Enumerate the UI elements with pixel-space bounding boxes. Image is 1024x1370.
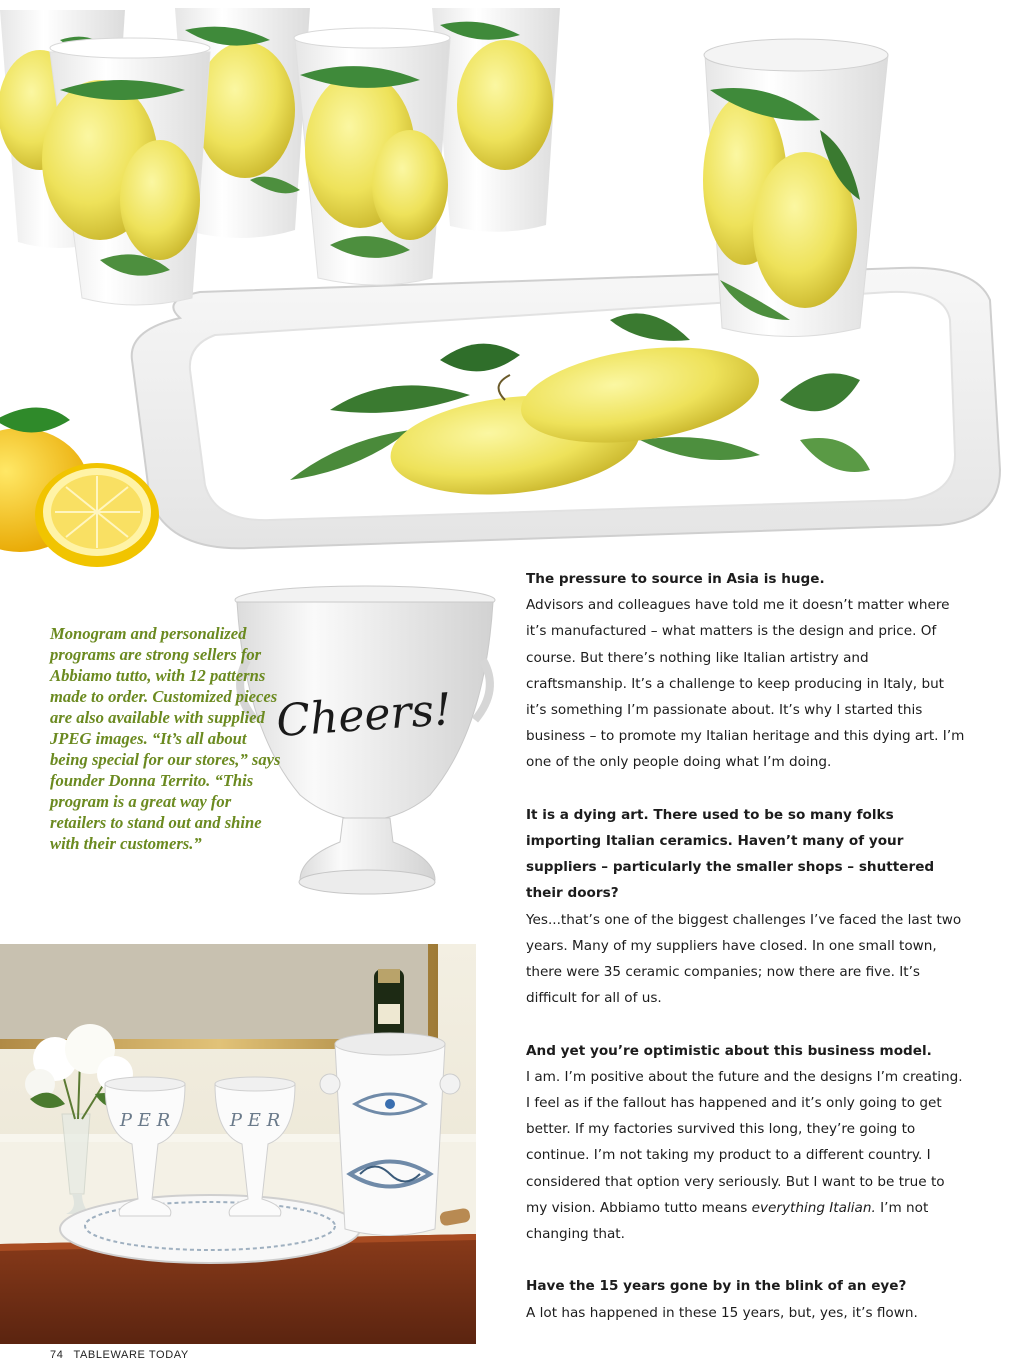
answer-text-end: I’m not changing that.	[526, 1199, 929, 1243]
lemon-tray	[132, 268, 1000, 549]
monogram-goblets-photo	[0, 944, 476, 1344]
qa-block	[526, 1038, 966, 1248]
lemon-half	[35, 463, 159, 567]
page-folio	[50, 1349, 199, 1361]
interview-answer	[526, 1064, 966, 1247]
interview-question: Have the 15 years gone by in the blink of an eye?	[526, 1278, 907, 1295]
interview-article	[526, 566, 966, 1352]
qa-block	[526, 566, 966, 776]
qa-block	[526, 802, 966, 1012]
interview-question: It is a dying art. There used to be so many folks importing Italian ceramics. Haven’t many of your suppliers – particularly the smaller shops – shuttered their doors?	[526, 806, 935, 902]
cheers-text: Cheers!	[274, 683, 454, 748]
interview-answer: Yes...that’s one of the biggest challenges I’ve faced the last two years. Many of my suppliers have closed. In one small town, there were 35 ceramic companies; now there are five. It’s difficult for all of us.	[526, 911, 962, 1007]
interview-answer: A lot has happened in these 15 years, but, yes, it’s flown.	[526, 1304, 918, 1321]
monogram-right: P E R	[229, 1110, 281, 1131]
interview-question: The pressure to source in Asia is huge.	[526, 571, 825, 587]
lemon-tumbler	[42, 38, 210, 305]
monogram-platter	[60, 1195, 360, 1263]
lemon-tumblers-tray-photo	[0, 0, 1024, 580]
qa-block	[526, 1273, 966, 1325]
answer-emphasis: everything Italian.	[751, 1199, 876, 1216]
interview-question: And yet you’re optimistic about this business model.	[526, 1042, 932, 1059]
page-number: 74	[50, 1349, 64, 1361]
lemon-tumbler	[432, 8, 560, 232]
answer-text: I am. I’m positive about the future and the designs I’m creating. I feel as if the fallout has happened and it’s only going to get better. If my factories survived this long, they’re going to continue. I’m not taking my product to a different country. I considered that option very seriously. But I want to be true to my vision. Abbiamo tutto means	[526, 1068, 963, 1216]
monogram-left: P E R	[119, 1110, 171, 1131]
interview-answer: Advisors and colleagues have told me it doesn’t matter where it’s manufactured – what matters is the design and price. Of course. But there’s nothing like Italian artistry and craftsmanship. It’s a challenge to keep producing in Italy, but it’s something I’m passionate about. It’s why I started this business – to promote my Italian heritage and this dying art. I’m one of the only people doing what I’m doing.	[526, 597, 965, 771]
lemon-tumbler	[294, 28, 450, 285]
photo-caption: Monogram and personalized programs are strong sellers for Abbiamo tutto, with 12 patterns made to order. Customized pieces are also available with supplied JPEG images. “It’s all about being special for our stores,” says founder Donna Territo. “This program is a great way for retailers to stand out and shine with their customers.”	[50, 624, 281, 853]
publication-name: TABLEWARE TODAY	[73, 1349, 189, 1361]
lemon-tumbler	[703, 39, 888, 337]
